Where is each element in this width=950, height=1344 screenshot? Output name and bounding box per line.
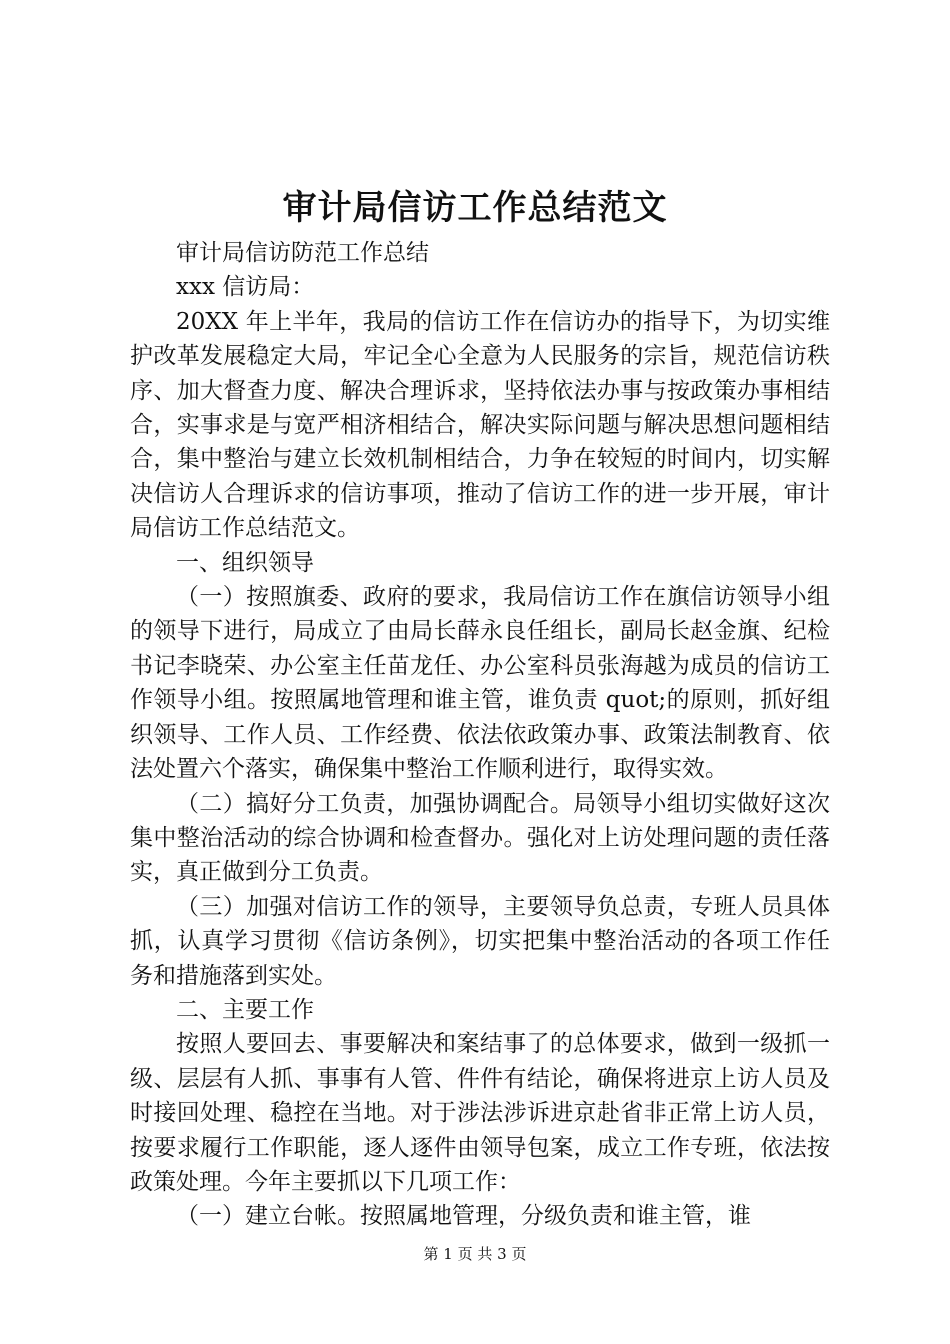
paragraph-organization-2: （二）搞好分工负责，加强协调配合。局领导小组切实做好这次集中整治活动的综合协调和检查督办。强化对上访处理问题的责任落实，真正做到分工负责。 [130, 790, 830, 886]
paragraph-main-work-intro: 按照人要回去、事要解决和案结事了的总体要求，做到一级抓一级、层层有人抓、事事有人管、件件有结论，确保将进京上访人员及时接回处理、稳控在当地。对于涉法涉诉进京赴省非正常上访人员，按要求履行工作职能，逐人逐件由领导包案，成立工作专班，依法按政策处理。今年主要抓以下几项工作： [130, 1031, 830, 1195]
salutation-paragraph: xxx 信访局： [176, 274, 315, 301]
document-body [130, 236, 830, 1234]
section-heading-organization: 一、组织领导 [176, 549, 314, 576]
intro-paragraph: 20XX 年上半年，我局的信访工作在信访办的指导下，为切实维护改革发展稳定大局，牢记全心全意为人民服务的宗旨，规范信访秩序、加大督查力度、解决合理诉求，坚持依法办事与按政策办事相结合，实事求是与宽严相济相结合，解决实际问题与解决思想问题相结合，集中整治与建立长效机制相结合，力争在较短的时间内，切实解决信访人合理诉求的信访事项，推动了信访工作的进一步开展，审计局信访工作总结范文。 [130, 308, 830, 542]
paragraph-main-work-1: （一）建立台帐。按照属地管理，分级负责和谁主管，谁 [176, 1203, 751, 1230]
paragraph-organization-3: （三）加强对信访工作的领导，主要领导负总责，专班人员具体抓，认真学习贯彻《信访条例》，切实把集中整治活动的各项工作任务和措施落到实处。 [130, 893, 830, 989]
subtitle-paragraph: 审计局信访防范工作总结 [176, 240, 429, 266]
page-footer: 第 1 页 共 3 页 [423, 1245, 527, 1263]
section-heading-main-work: 二、主要工作 [176, 996, 314, 1023]
paragraph-organization-1: （一）按照旗委、政府的要求，我局信访工作在旗信访领导小组的领导下进行，局成立了由局长薛永良任组长，副局长赵金旗、纪检书记李晓荣、办公室主任苗龙任、办公室科员张海越为成员的信访工作领导小组。按照属地管理和谁主管，谁负责 quot;的原则，抓好组织领导、工作人员、工作经费、依法依政策办事、政策法制教育、依法处置六个落实，确保集中整治工作顺利进行，取得实效。 [130, 584, 830, 783]
document-title: 审计局信访工作总结范文 [282, 188, 668, 228]
